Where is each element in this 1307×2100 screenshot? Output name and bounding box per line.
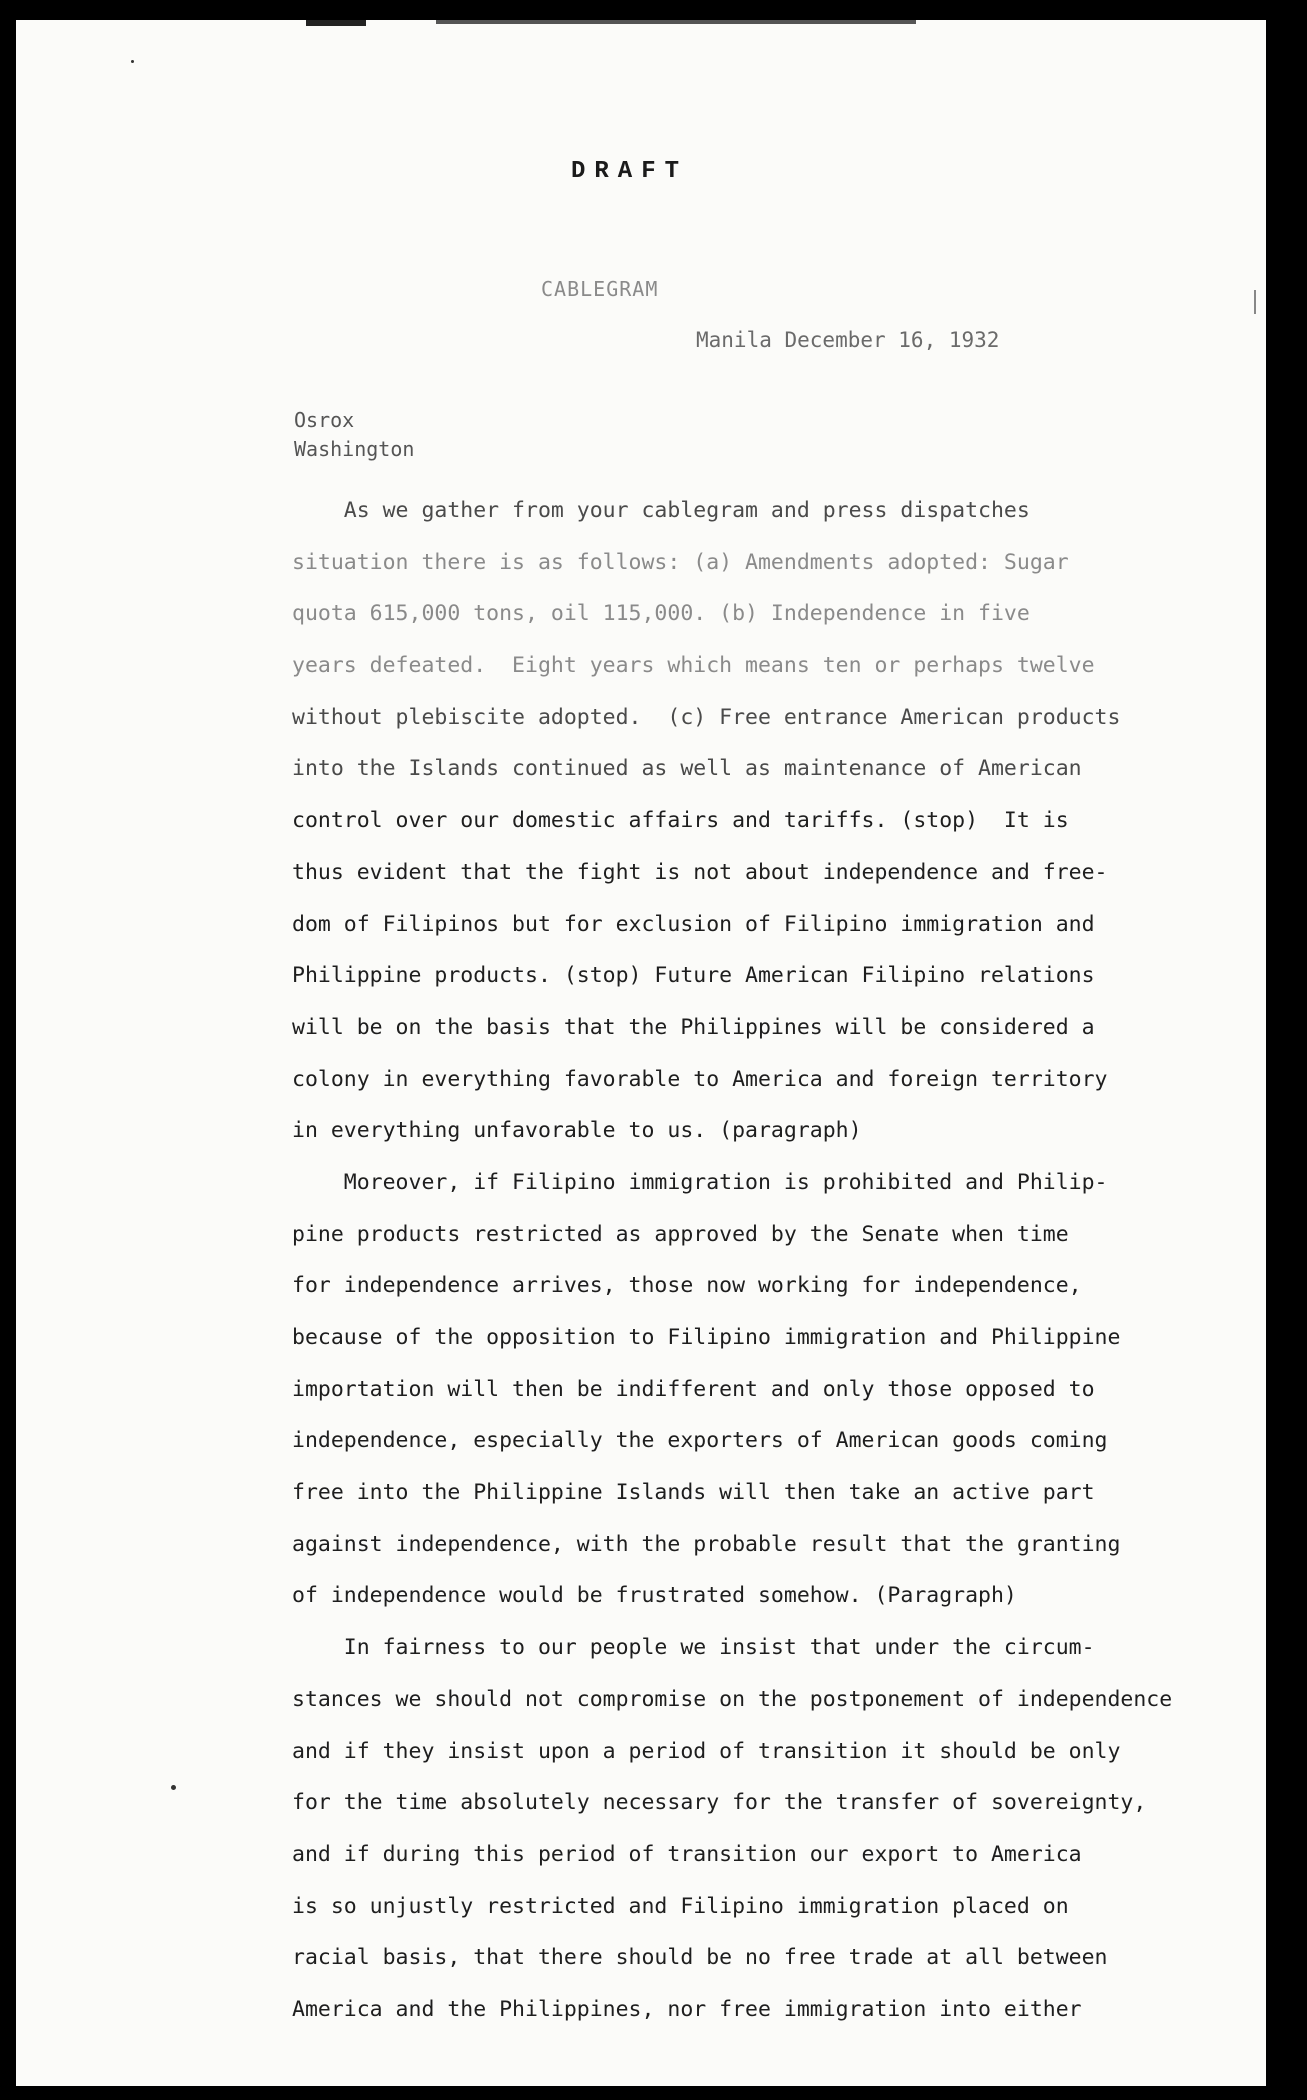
body-line: dom of Filipinos but for exclusion of Filipino immigration and (292, 911, 1095, 937)
stray-mark (171, 1785, 176, 1790)
body-line: thus evident that the fight is not about independence and free- (292, 859, 1108, 885)
scan-edge-mark (1254, 290, 1256, 314)
body-line: is so unjustly restricted and Filipino immigration placed on (292, 1893, 1069, 1919)
body-line: without plebiscite adopted. (c) Free entrance American products (292, 704, 1121, 730)
body-line: in everything unfavorable to us. (paragraph) (292, 1118, 862, 1144)
addressee-block (294, 406, 414, 464)
body-line: pine products restricted as approved by the Senate when time (292, 1221, 1069, 1247)
addressee-line: Washington (294, 437, 415, 461)
body-line: importation will then be indifferent and only those opposed to (292, 1376, 1095, 1402)
body-line: because of the opposition to Filipino immigration and Philippine (292, 1325, 1121, 1350)
body-line: for the time absolutely necessary for the transfer of sovereignty, (292, 1790, 1147, 1816)
body-line: stances we should not compromise on the postponement of independence (292, 1686, 1173, 1712)
body-line: independence, especially the exporters of American goods coming (292, 1428, 1108, 1454)
body-line: situation there is as follows: (a) Amendments adopted: Sugar (292, 549, 1069, 575)
document-page (16, 20, 1266, 2086)
cable-body (292, 485, 1192, 2036)
dateline: Manila December 16, 1932 (696, 328, 1000, 352)
body-line: for independence arrives, those now working for independence, (292, 1273, 1082, 1299)
body-line: As we gather from your cablegram and press dispatches (292, 498, 1030, 523)
body-line: racial basis, that there should be no free trade at all between (292, 1945, 1108, 1971)
body-line: Philippine products. (stop) Future American Filipino relations (292, 963, 1095, 989)
scan-edge-mark (436, 20, 916, 24)
body-line: and if they insist upon a period of transition it should be only (292, 1738, 1121, 1764)
body-line: will be on the basis that the Philippines will be considered a (292, 1014, 1095, 1040)
body-line: quota 615,000 tons, oil 115,000. (b) Independence in five (292, 601, 1030, 627)
body-line: into the Islands continued as well as maintenance of American (292, 756, 1082, 782)
body-line: of independence would be frustrated somehow. (Paragraph) (292, 1583, 1017, 1609)
draft-title: DRAFT (571, 158, 689, 185)
body-line: America and the Philippines, nor free immigration into either (292, 1996, 1082, 2022)
body-line: Moreover, if Filipino immigration is prohibited and Philip- (292, 1169, 1108, 1195)
body-line: free into the Philippine Islands will then take an active part (292, 1480, 1095, 1506)
body-line: In fairness to our people we insist that under the circum- (292, 1635, 1095, 1661)
addressee-line: Osrox (294, 408, 355, 432)
body-line: years defeated. Eight years which means ten or perhaps twelve (292, 653, 1095, 679)
body-line: colony in everything favorable to America and foreign territory (292, 1066, 1108, 1092)
body-line: and if during this period of transition our export to America (292, 1841, 1082, 1867)
body-line: against independence, with the probable result that the granting (292, 1531, 1121, 1557)
document-type: CABLEGRAM (541, 277, 659, 301)
stray-mark (131, 60, 134, 63)
body-line: control over our domestic affairs and tariffs. (stop) It is (292, 808, 1069, 834)
scan-edge-mark (306, 20, 366, 26)
